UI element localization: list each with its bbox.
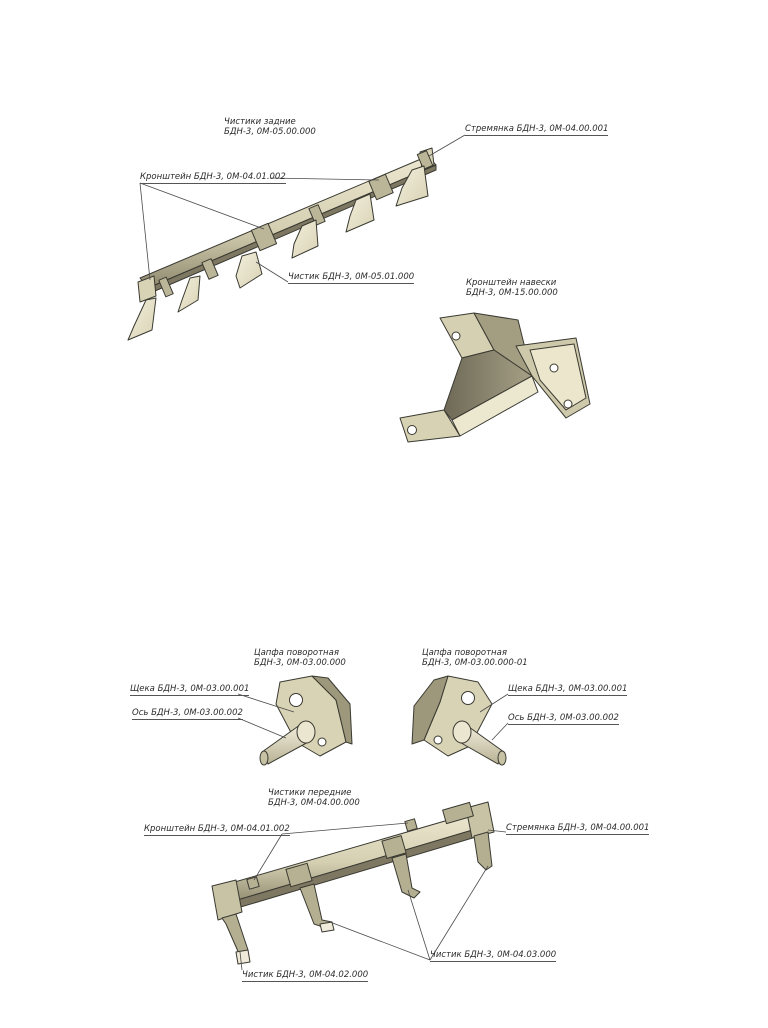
- pivot-right-axle-label: Ось БДН-3, 0М-03.00.002: [508, 713, 619, 723]
- rear-scrapers-title-line2: БДН-3, 0М-05.00.000: [224, 127, 316, 137]
- rear-scrapers-title-line1: Чистики задние: [224, 117, 296, 127]
- pivot-right-title-line1: Цапфа поворотная: [422, 648, 507, 658]
- pivot-pin-right-assembly: [412, 676, 506, 765]
- front-bracket-top: [405, 819, 417, 831]
- pivot-pin-left-assembly: [260, 676, 352, 765]
- front-scrapers-title: [268, 788, 360, 808]
- pivot-left-title-line2: БДН-3, 0М-03.00.000: [254, 658, 346, 668]
- mount-bracket-title-line2: БДН-3, 0М-15.00.000: [466, 288, 558, 298]
- front-scrapers-title-line1: Чистики передние: [268, 788, 352, 798]
- rear-scrapers-title: [224, 117, 316, 137]
- front-stirrup-label: Стремянка БДН-3, 0М-04.00.001: [506, 823, 650, 833]
- pivot-left-axle-label: Ось БДН-3, 0М-03.00.002: [132, 708, 243, 718]
- front-scraper-b-label: Чистик БДН-3, 0М-04.02.000: [242, 970, 369, 980]
- mount-bracket-title-line1: Кронштейн навески: [466, 278, 557, 288]
- pivot-left-cheek-label: Щека БДН-3, 0М-03.00.001: [130, 684, 250, 694]
- front-scrapers-title-line2: БДН-3, 0М-04.00.000: [268, 798, 360, 808]
- pivot-right-title-line2: БДН-3, 0М-03.00.000-01: [422, 658, 528, 668]
- rear-bracket-label: Кронштейн БДН-3, 0М-04.01.002: [140, 172, 286, 182]
- rear-stirrup-label: Стремянка БДН-3, 0М-04.00.001: [465, 124, 609, 134]
- front-end-block-left: [212, 880, 242, 920]
- mount-bracket-assembly: [400, 313, 590, 442]
- pivot-left-title-line1: Цапфа поворотная: [254, 648, 339, 658]
- mount-bracket-title: [466, 278, 558, 298]
- pivot-left-title: [254, 648, 346, 668]
- pivot-right-title: [422, 648, 528, 668]
- front-bracket-label: Кронштейн БДН-3, 0М-04.01.002: [144, 824, 290, 834]
- pivot-right-cheek-label: Щека БДН-3, 0М-03.00.001: [508, 684, 628, 694]
- rear-scraper-label: Чистик БДН-3, 0М-05.01.000: [288, 272, 415, 282]
- front-scraper-a-label: Чистик БДН-3, 0М-04.03.000: [430, 950, 557, 960]
